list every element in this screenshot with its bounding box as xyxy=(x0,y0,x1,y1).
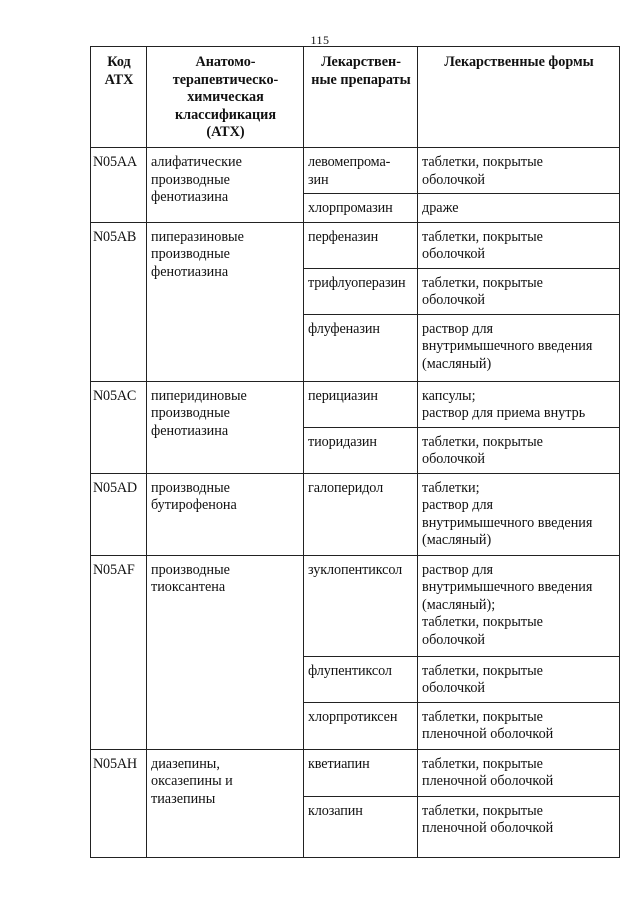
drug-cell: перициазин xyxy=(304,381,418,427)
classification-cell: производные тиоксантена xyxy=(147,555,304,749)
form-cell: таблетки, покрытые оболочкой xyxy=(418,427,620,473)
drug-cell: левомепрома- зин xyxy=(304,148,418,194)
page-number: 115 xyxy=(310,33,330,47)
atx-code-cell: N05AB xyxy=(91,222,147,381)
table-row xyxy=(91,222,620,268)
table-row xyxy=(91,473,620,555)
table-row xyxy=(91,148,620,194)
atx-code-cell: N05AF xyxy=(91,555,147,749)
atx-code-cell: N05AC xyxy=(91,381,147,473)
table-row xyxy=(91,555,620,656)
header-drugs: Лекарствен- ные препараты xyxy=(304,47,418,148)
header-classification: Анатомо- терапевтическо- химическая классификация (АТХ) xyxy=(147,47,304,148)
form-cell: таблетки, покрытые пленочной оболочкой xyxy=(418,749,620,796)
drug-cell: хлорпротиксен xyxy=(304,702,418,749)
atx-table xyxy=(90,46,620,858)
form-cell: таблетки, покрытые пленочной оболочкой xyxy=(418,702,620,749)
form-cell: таблетки, покрытые оболочкой xyxy=(418,148,620,194)
table-row xyxy=(91,749,620,796)
drug-cell: хлорпромазин xyxy=(304,194,418,223)
form-cell: раствор для внутримышечного введения (масляный); таблетки, покрытые оболочкой xyxy=(418,555,620,656)
drug-cell: кветиапин xyxy=(304,749,418,796)
form-cell: капсулы; раствор для приема внутрь xyxy=(418,381,620,427)
form-cell: таблетки, покрытые оболочкой xyxy=(418,222,620,268)
form-cell: таблетки, покрытые оболочкой xyxy=(418,656,620,702)
classification-cell: диазепины, оксазепины и тиазепины xyxy=(147,749,304,857)
drug-cell: галоперидол xyxy=(304,473,418,555)
atx-code-cell: N05AD xyxy=(91,473,147,555)
drug-cell: флупентиксол xyxy=(304,656,418,702)
form-cell: таблетки; раствор для внутримышечного введения (масляный) xyxy=(418,473,620,555)
form-cell: раствор для внутримышечного введения (масляный) xyxy=(418,314,620,381)
atx-code-cell: N05AH xyxy=(91,749,147,857)
drug-cell: тиоридазин xyxy=(304,427,418,473)
form-cell: таблетки, покрытые пленочной оболочкой xyxy=(418,796,620,857)
classification-cell: пиперидиновые производные фенотиазина xyxy=(147,381,304,473)
form-cell: драже xyxy=(418,194,620,223)
table-row xyxy=(91,381,620,427)
drug-cell: клозапин xyxy=(304,796,418,857)
header-row xyxy=(91,47,620,148)
header-forms: Лекарственные формы xyxy=(418,47,620,148)
drug-cell: зуклопентиксол xyxy=(304,555,418,656)
classification-cell: производные бутирофенона xyxy=(147,473,304,555)
table-header xyxy=(91,47,620,148)
atx-code-cell: N05AA xyxy=(91,148,147,223)
drug-cell: трифлуоперазин xyxy=(304,268,418,314)
drug-cell: перфеназин xyxy=(304,222,418,268)
header-code: Код АТХ xyxy=(91,47,147,148)
drug-cell: флуфеназин xyxy=(304,314,418,381)
classification-cell: пиперазиновые производные фенотиазина xyxy=(147,222,304,381)
form-cell: таблетки, покрытые оболочкой xyxy=(418,268,620,314)
classification-cell: алифатические производные фенотиазина xyxy=(147,148,304,223)
table-body xyxy=(91,148,620,858)
